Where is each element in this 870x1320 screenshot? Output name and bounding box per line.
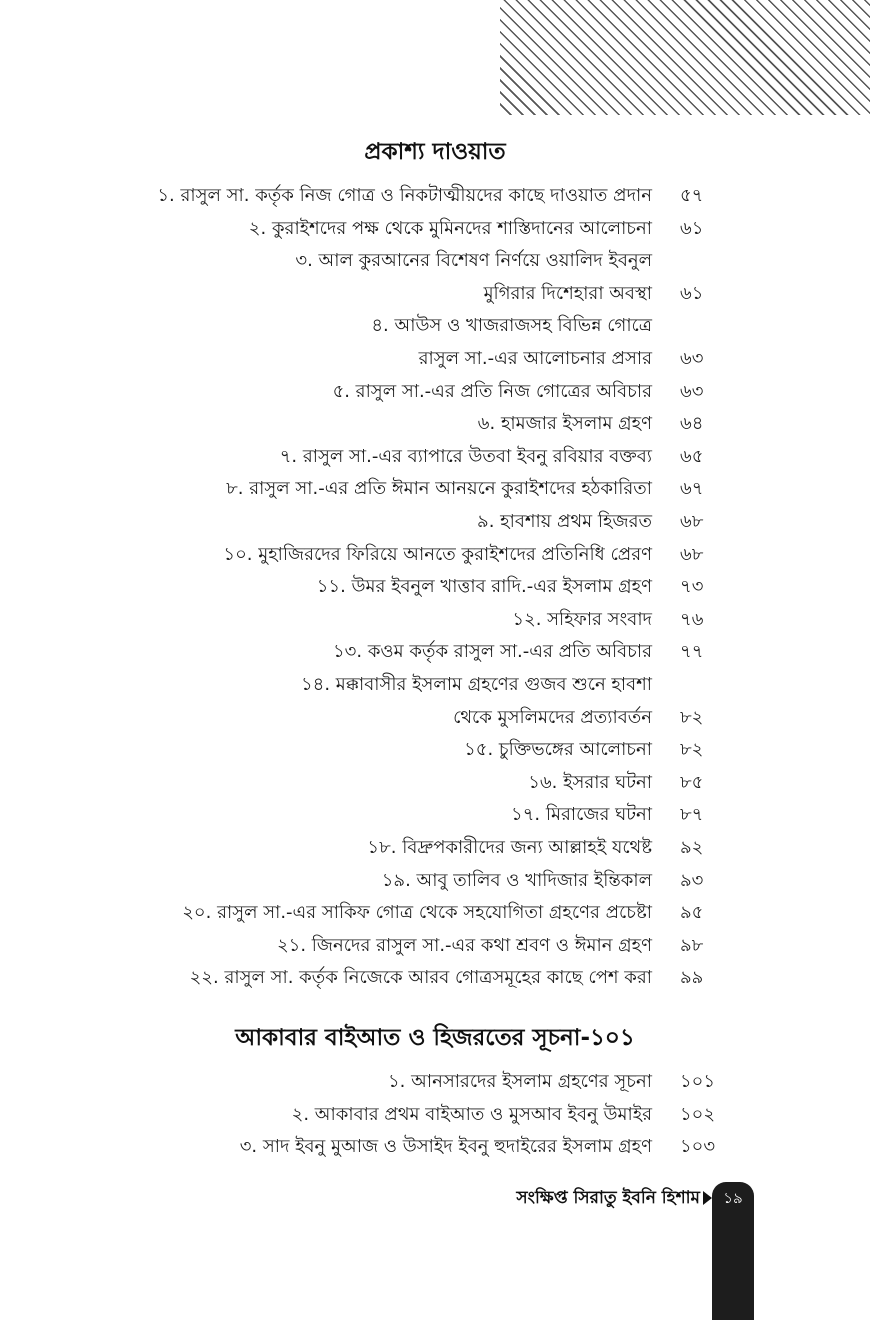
- toc-entry-line: [0, 1066, 870, 1098]
- toc-entry-line: [0, 571, 870, 603]
- toc-entry-line: [0, 376, 870, 408]
- toc-page-number: ৬৮: [680, 543, 704, 565]
- toc-entry-line: [0, 962, 870, 994]
- toc-entry-line: [0, 1131, 870, 1163]
- footer-book-title: সংক্ষিপ্ত সিরাতু ইবনি হিশাম: [516, 1188, 700, 1208]
- toc-page-number: ৬১: [680, 217, 704, 239]
- toc-entry-text: ২. কুরাইশদের পক্ষ থেকে মুমিনদের শাস্তিদানের আলোচনা: [248, 217, 652, 239]
- toc-page-number: ৮২: [680, 706, 704, 728]
- toc-page-number: ৮৭: [680, 804, 704, 826]
- toc-entry-line: [0, 213, 870, 245]
- toc-page-number: ৭৩: [680, 576, 704, 598]
- toc-page-number: ১০২: [680, 1103, 716, 1125]
- page-number-tab: [712, 1182, 754, 1320]
- toc-entry-text: ১. আনসারদের ইসলাম গ্রহণের সূচনা: [387, 1071, 652, 1092]
- toc-entry-text: থেকে মুসলিমদের প্রত্যাবর্তন: [453, 706, 652, 728]
- toc-page-number: ৬৩: [680, 348, 704, 369]
- toc-entry-text: ১৭. মিরাজের ঘটনা: [511, 804, 652, 826]
- toc-page-number: ৬৫: [680, 445, 704, 467]
- toc-page-number: ৯৯: [680, 967, 704, 989]
- toc-entry-line: [0, 636, 870, 668]
- toc-page-number: ৯৫: [680, 902, 704, 924]
- toc-entry-line: [0, 245, 870, 277]
- toc-entry-text: ১০. মুহাজিরদের ফিরিয়ে আনতে কুরাইশদের প্রতিনিধি প্রেরণ: [223, 543, 652, 565]
- toc-entry-line: [0, 506, 870, 538]
- toc-entry-line: [0, 180, 870, 212]
- toc-page-number: ৬৭: [680, 478, 704, 500]
- toc-page-number: ৯৮: [680, 934, 704, 956]
- toc-entry-text: ৭. রাসুল সা.-এর ব্যাপারে উতবা ইবনু রবিয়ার বক্তব্য: [279, 445, 652, 467]
- toc-entry-line: [0, 408, 870, 440]
- toc-page-number: ৮৫: [680, 771, 704, 793]
- toc-entry-text: ৪. আউস ও খাজরাজসহ বিভিন্ন গোত্রে: [371, 315, 652, 337]
- toc-entry-text: ৮. রাসুল সা.-এর প্রতি ঈমান আনয়নে কুরাইশদের হঠকারিতা: [226, 478, 652, 500]
- toc-entry-line: [0, 669, 870, 701]
- toc-entry-text: ২০. রাসুল সা.-এর সাকিফ গোত্র থেকে সহযোগিতা গ্রহণের প্রচেষ্টা: [182, 902, 652, 924]
- toc-entry-text: ১৫. চুক্তিভঙ্গের আলোচনা: [464, 739, 652, 761]
- toc-entry-line: [0, 799, 870, 831]
- section-title-public-dawah: প্রকাশ্য দাওয়াত: [364, 139, 506, 165]
- toc-entry-text: ৯. হাবশায় প্রথম হিজরত: [477, 511, 652, 532]
- toc-entry-text: ১৪. মক্কাবাসীর ইসলাম গ্রহণের গুজব শুনে হাবশা: [300, 674, 652, 695]
- toc-entry-line: [0, 310, 870, 342]
- toc-entry-line: [0, 767, 870, 799]
- toc-entry-text: ৫. রাসুল সা.-এর প্রতি নিজ গোত্রের অবিচার: [332, 380, 652, 402]
- toc-page-number: ৫৭: [680, 185, 704, 206]
- toc-page-number: ৭৬: [680, 608, 704, 630]
- toc-entry-text: ১৩. কওম কর্তৃক রাসুল সা.-এর প্রতি অবিচার: [333, 641, 652, 663]
- toc-entry-text: ৩. আল কুরআনের বিশেষণ নির্ণয়ে ওয়ালিদ ইবনুল: [295, 250, 652, 272]
- toc-entry-text: ১. রাসুল সা. কর্তৃক নিজ গোত্র ও নিকটাত্মীয়দের কাছে দাওয়াত প্রদান: [157, 185, 652, 206]
- toc-entry-text: ২১. জিনদের রাসুল সা.-এর কথা শ্রবণ ও ঈমান গ্রহণ: [276, 934, 652, 956]
- toc-entry-text: রাসুল সা.-এর আলোচনার প্রসার: [418, 348, 652, 369]
- toc-entry-text: ১৯. আবু তালিব ও খাদিজার ইন্তিকাল: [381, 869, 652, 891]
- toc-entry-text: ১৮. বিদ্রুপকারীদের জন্য আল্লাহই যথেষ্ট: [367, 837, 652, 858]
- toc-page-number: ৮২: [680, 739, 704, 761]
- toc-entry-text: ১২. সহিফার সংবাদ: [512, 608, 652, 630]
- toc-entry-text: ৬. হামজার ইসলাম গ্রহণ: [477, 413, 652, 435]
- section-title-aqaba: আকাবার বাইআত ও হিজরতের সূচনা-১০১: [235, 1025, 635, 1051]
- toc-entry-line: [0, 897, 870, 929]
- toc-entry-line: [0, 473, 870, 505]
- toc-page-number: ৯৩: [680, 869, 704, 891]
- toc-page-number: ৬৩: [680, 380, 704, 402]
- toc-entry-line: [0, 1099, 870, 1131]
- toc-entry-line: [0, 865, 870, 897]
- toc-entry-line: [0, 702, 870, 734]
- toc-entry-text: ১৬. ইসরার ঘটনা: [528, 771, 652, 793]
- toc-entry-line: [0, 832, 870, 864]
- toc-entry-line: [0, 930, 870, 962]
- toc-page-number: ৬৮: [680, 511, 704, 532]
- toc-entry-text: ৩. সাদ ইবনু মুআজ ও উসাইদ ইবনু হুদাইরের ইসলাম গ্রহণ: [239, 1136, 652, 1158]
- toc-entry-text: ১১. উমর ইবনুল খাত্তাব রাদি.-এর ইসলাম গ্রহণ: [316, 576, 652, 598]
- toc-page-number: ৬৪: [680, 413, 704, 435]
- toc-entry-line: [0, 734, 870, 766]
- toc-entry-line: [0, 441, 870, 473]
- toc-page-number: ১০১: [680, 1071, 716, 1092]
- footer-arrow-icon: [703, 1191, 712, 1205]
- toc-entry-text: ২২. রাসুল সা. কর্তৃক নিজেকে আরব গোত্রসমূহের কাছে পেশ করা: [189, 967, 652, 989]
- toc-entry-text: ২. আকাবার প্রথম বাইআত ও মুসআব ইবনু উমাইর: [291, 1103, 652, 1125]
- decorative-stripes: [500, 0, 870, 115]
- toc-entry-line: [0, 604, 870, 636]
- toc-entry-line: [0, 278, 870, 310]
- toc-page-number: ৭৭: [680, 641, 704, 663]
- toc-entry-line: [0, 343, 870, 375]
- toc-entry-text: মুগিরার দিশেহারা অবস্থা: [483, 282, 652, 304]
- page-number: ১৯: [723, 1189, 743, 1207]
- toc-entry-line: [0, 539, 870, 571]
- toc-page-number: ১০৩: [680, 1136, 716, 1158]
- toc-page-number: ৬১: [680, 282, 704, 304]
- toc-page-number: ৯২: [680, 837, 704, 858]
